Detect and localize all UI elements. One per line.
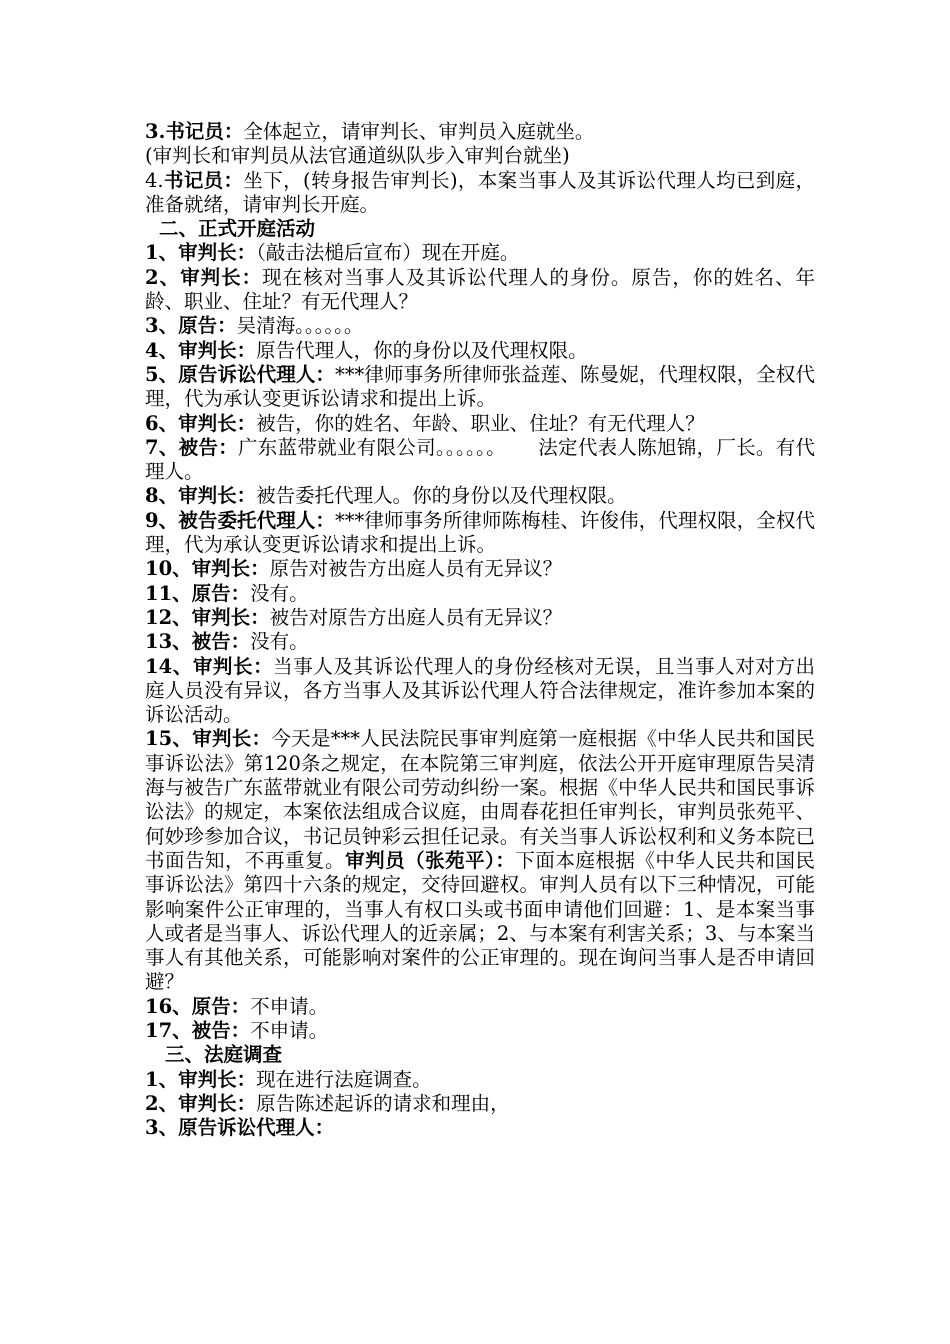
- line-item: [145, 412, 815, 436]
- line-text: 全体起立，请审判长、审判员入庭就坐。: [243, 120, 595, 143]
- speaker-label: 3、原告：: [145, 314, 237, 338]
- line-item: [145, 995, 815, 1019]
- line-item: [145, 630, 815, 654]
- speaker-label: 5、原告诉讼代理人：: [145, 362, 336, 386]
- speaker-label: 1、审判长：: [145, 1067, 257, 1091]
- line-text: 原告代理人，你的身份以及代理权限。: [256, 338, 588, 362]
- section-heading-investigation: 三、法庭调查: [165, 1043, 283, 1067]
- speaker-label: 3、原告诉讼代理人：: [145, 1116, 335, 1140]
- line-item: [145, 436, 815, 485]
- line-text: 不申请。: [250, 994, 329, 1018]
- line-item: [145, 509, 815, 558]
- speaker-label: 3.书记员：: [145, 120, 244, 143]
- line-clerk-rise: [145, 120, 815, 144]
- line-item: [145, 557, 815, 581]
- line-text: 被告，你的姓名、年龄、职业、住址？有无代理人？: [256, 411, 705, 435]
- speaker-label: 14、审判长：: [145, 654, 274, 678]
- speaker-label: 11、原告：: [145, 581, 251, 605]
- line-text: 不申请。: [250, 1018, 329, 1042]
- line-text: 被告对原告方出庭人员有无异议？: [269, 605, 563, 629]
- line-item: [145, 266, 815, 315]
- line-text: (审判长和审判员从法官通道纵队步入审判台就坐): [145, 144, 570, 168]
- line-text: 现在核对当事人及其诉讼代理人的身份。原告，你的姓名、年龄、职业、住址？有无代理人？: [145, 265, 815, 314]
- line-text: 广东蓝带就业有限公司。。。。。。 法定代表人陈旭锦，厂长。有代理人。: [145, 435, 815, 484]
- line-text: 当事人及其诉讼代理人的身份经核对无误，且当事人对对方出庭人员没有异议，各方当事人及其诉讼代理人符合法律规定，准许参加本案的诉讼活动。: [145, 654, 815, 727]
- speaker-label: 12、审判长：: [145, 605, 270, 629]
- speaker-label: 7、被告：: [145, 435, 239, 459]
- speaker-label: 2、审判长：: [145, 1091, 257, 1115]
- line-item: [145, 582, 815, 606]
- line-text: （敲击法槌后宣布）现在开庭。: [256, 241, 520, 265]
- line-item: [145, 727, 815, 994]
- line-text: 现在进行法庭调查。: [256, 1067, 432, 1091]
- speaker-label: 17、被告：: [145, 1018, 251, 1042]
- speaker-label: 13、被告：: [145, 630, 251, 654]
- line-text: 被告委托代理人。你的身份以及代理权限。: [256, 484, 627, 508]
- line-item: [145, 1019, 815, 1043]
- speaker-label: 审判员（张苑平）：: [345, 848, 516, 872]
- line-item: [145, 363, 815, 412]
- speaker-label: 16、原告：: [145, 994, 251, 1018]
- line-item: [145, 1116, 815, 1140]
- line-text: 没有。: [250, 630, 309, 654]
- line-number: 4.: [145, 168, 164, 192]
- document-page: [145, 120, 815, 1140]
- speaker-label: 1、审判长：: [145, 241, 257, 265]
- speaker-label: 2、审判长：: [145, 265, 263, 289]
- line-item: [145, 314, 815, 338]
- line-text: 原告陈述起诉的请求和理由，: [256, 1091, 510, 1115]
- speaker-label: 10、审判长：: [145, 557, 270, 581]
- line-text: ***律师事务所律师陈梅桂、许俊伟，代理权限，全权代理，代为承认变更诉讼请求和提出上诉。: [145, 508, 815, 557]
- speaker-label: 8、审判长：: [145, 484, 257, 508]
- speaker-label: 4、审判长：: [145, 338, 257, 362]
- line-item: [145, 1068, 815, 1092]
- line-item: [145, 1092, 815, 1116]
- speaker-label: 9、被告委托代理人：: [145, 508, 336, 532]
- line-text: ***律师事务所律师张益莲、陈曼妮，代理权限，全权代理，代为承认变更诉讼请求和提出上诉。: [145, 362, 815, 411]
- line-text: 没有。: [250, 581, 309, 605]
- line-item: [145, 655, 815, 728]
- line-text: 吴清海。。。。。。: [236, 314, 364, 338]
- line-item: [145, 339, 815, 363]
- speaker-label: 6、审判长：: [145, 411, 257, 435]
- line-item: [145, 484, 815, 508]
- section-heading-opening: 二、正式开庭活动: [159, 217, 316, 241]
- line-stage-direction: [145, 144, 815, 168]
- line-text: 下面本庭根据《中华人民共和国民事诉讼法》第四十六条的规定，交待回避权。审判人员有以下三种情况，可能影响案件公正审理的，当事人有权口头或书面申请他们回避：1、是本案当事人或者是当事人、诉讼代理人的近亲属；2、与本案有利害关系；3、与本案当事人有其他关系，可能影响对案件的公正审理的。现在询问当事人是否申请回避？: [145, 848, 815, 994]
- line-clerk-report: [145, 169, 815, 218]
- line-text: 今天是***人民法院民事审判庭第一庭根据《中华人民共和国民事诉讼法》第120条之规定，在本院第三审判庭，依法公开开庭审理原告吴清海与被告广东蓝带就业有限公司劳动纠纷一案。根据《中华人民共和国民事诉讼法》的规定，本案依法组成合议庭，由周春花担任审判长，审判员张苑平、何妙珍参加合议，书记员钟彩云担任记录。有关当事人诉讼权利和义务本院已书面告知，不再重复。: [145, 727, 815, 872]
- line-item: [145, 606, 815, 630]
- line-item: [145, 241, 815, 265]
- line-text: 坐下，(转身报告审判长)，本案当事人及其诉讼代理人均已到庭，准备就绪，请审判长开庭。: [145, 168, 815, 216]
- speaker-label: 15、审判长：: [145, 727, 272, 751]
- speaker-label: 书记员：: [163, 168, 244, 192]
- line-text: 原告对被告方出庭人员有无异议？: [269, 557, 563, 581]
